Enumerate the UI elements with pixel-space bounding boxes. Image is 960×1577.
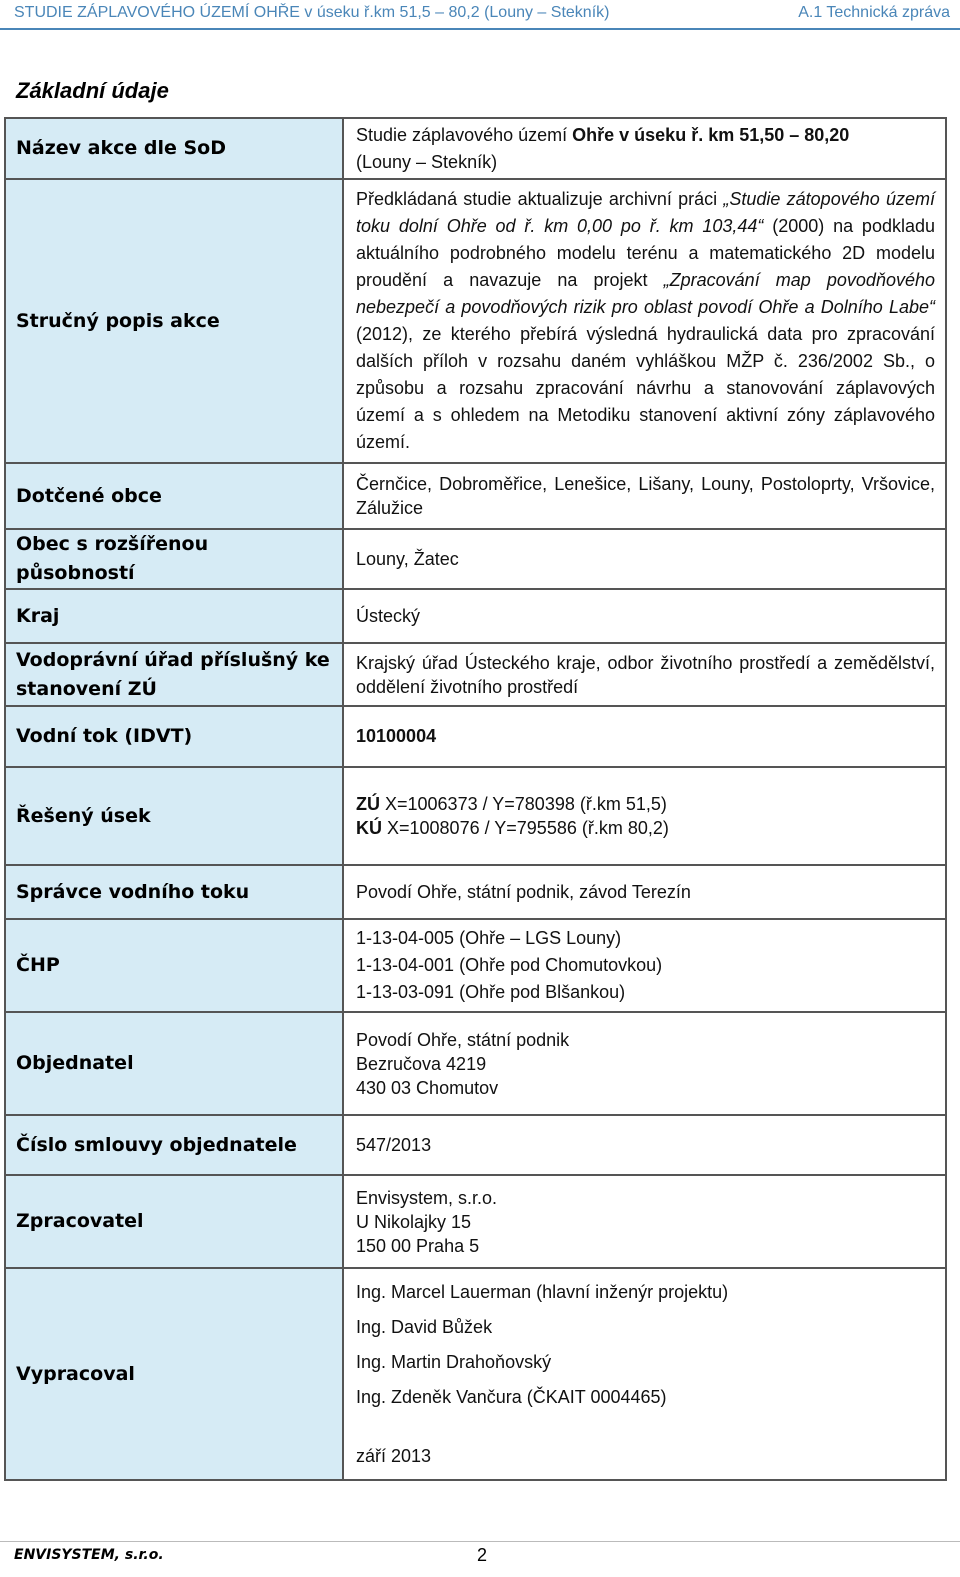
row-value: Louny, Žatec bbox=[343, 529, 946, 589]
header-divider bbox=[0, 28, 960, 30]
row-label: Číslo smlouvy objednatele bbox=[5, 1115, 343, 1175]
row-label: Správce vodního toku bbox=[5, 865, 343, 919]
row-label: Dotčené obce bbox=[5, 463, 343, 529]
row-value: 10100004 bbox=[343, 706, 946, 767]
table-row bbox=[5, 767, 946, 865]
row-label: Obec s rozšířenou působností bbox=[5, 529, 343, 589]
row-value: Předkládaná studie aktualizuje archivní práci „Studie zátopového území toku dolní Ohře od ř. km 0,00 po ř. km 103,44“ (2000) na podkladu aktuálního podrobného modelu terénu a matematického 2D modelu proudění a navazuje na projekt „Zpracování map povodňového nebezpečí a povodňových rizik pro oblast povodí Ohře a Dolního Labe“ (2012), ze kterého přebírá výsledná hydraulická data pro zpracování dalších příloh v rozsahu daném vyhláškou MŽP č. 236/2002 Sb., o způsobu a rozsahu zpracování návrhu a stanovování záplavových území a s ohledem na Metodiku stanovení aktivní zóny záplavového území. bbox=[343, 179, 946, 463]
table-row bbox=[5, 643, 946, 706]
section-title: Základní údaje bbox=[16, 78, 169, 103]
row-label: Stručný popis akce bbox=[5, 179, 343, 463]
row-label: ČHP bbox=[5, 919, 343, 1012]
row-label: Název akce dle SoD bbox=[5, 118, 343, 179]
table-row bbox=[5, 865, 946, 919]
footer-divider bbox=[0, 1541, 960, 1542]
header-section: A.1 Technická zpráva bbox=[798, 4, 950, 21]
row-value: ZÚ X=1006373 / Y=780398 (ř.km 51,5) KÚ X=1008076 / Y=795586 (ř.km 80,2) bbox=[343, 767, 946, 865]
row-label: Vypracoval bbox=[5, 1268, 343, 1480]
row-value: Černčice, Dobroměřice, Lenešice, Lišany, Louny, Postoloprty, Vršovice, Zálužice bbox=[343, 463, 946, 529]
footer-company: ENVISYSTEM, s.r.o. bbox=[14, 1547, 164, 1563]
row-value: Ústecký bbox=[343, 589, 946, 643]
row-label: Řešený úsek bbox=[5, 767, 343, 865]
table-row bbox=[5, 919, 946, 1012]
page-header bbox=[14, 0, 950, 26]
row-value: 1-13-04-005 (Ohře – LGS Louny) 1-13-04-001 (Ohře pod Chomutovkou) 1-13-03-091 (Ohře pod Blšankou) bbox=[343, 919, 946, 1012]
date: září 2013 bbox=[356, 1445, 432, 1466]
row-label: Vodoprávní úřad příslušný ke stanovení ZÚ bbox=[5, 643, 343, 706]
table-row bbox=[5, 1268, 946, 1480]
row-label: Vodní tok (IDVT) bbox=[5, 706, 343, 767]
basic-info-table bbox=[4, 117, 947, 1481]
row-value: Envisystem, s.r.o. U Nikolajky 15 150 00 Praha 5 bbox=[343, 1175, 946, 1268]
row-value: Studie záplavového území Ohře v úseku ř. km 51,50 – 80,20 (Louny – Stekník) bbox=[343, 118, 946, 179]
table-row bbox=[5, 179, 946, 463]
row-value: Povodí Ohře, státní podnik Bezručova 4219 430 03 Chomutov bbox=[343, 1012, 946, 1115]
row-label: Objednatel bbox=[5, 1012, 343, 1115]
table-row bbox=[5, 1115, 946, 1175]
table-row bbox=[5, 706, 946, 767]
table-row bbox=[5, 463, 946, 529]
table-row bbox=[5, 529, 946, 589]
table-row bbox=[5, 118, 946, 179]
row-value: Ing. Marcel Lauerman (hlavní inženýr projektu) Ing. David Bůžek Ing. Martin Drahoňovský Ing. Zdeněk Vančura (ČKAIT 0004465) září 2013 bbox=[343, 1268, 946, 1480]
table-row bbox=[5, 1175, 946, 1268]
row-label: Kraj bbox=[5, 589, 343, 643]
row-value: Povodí Ohře, státní podnik, závod Terezín bbox=[343, 865, 946, 919]
table-row bbox=[5, 589, 946, 643]
header-document-title: STUDIE ZÁPLAVOVÉHO ÚZEMÍ OHŘE v úseku ř.km 51,5 – 80,2 (Louny – Stekník) bbox=[14, 4, 610, 21]
page-number: 2 bbox=[477, 1545, 488, 1565]
table-row bbox=[5, 1012, 946, 1115]
row-label: Zpracovatel bbox=[5, 1175, 343, 1268]
row-value: Krajský úřad Ústeckého kraje, odbor životního prostředí a zemědělství, oddělení životního prostředí bbox=[343, 643, 946, 706]
row-value: 547/2013 bbox=[343, 1115, 946, 1175]
